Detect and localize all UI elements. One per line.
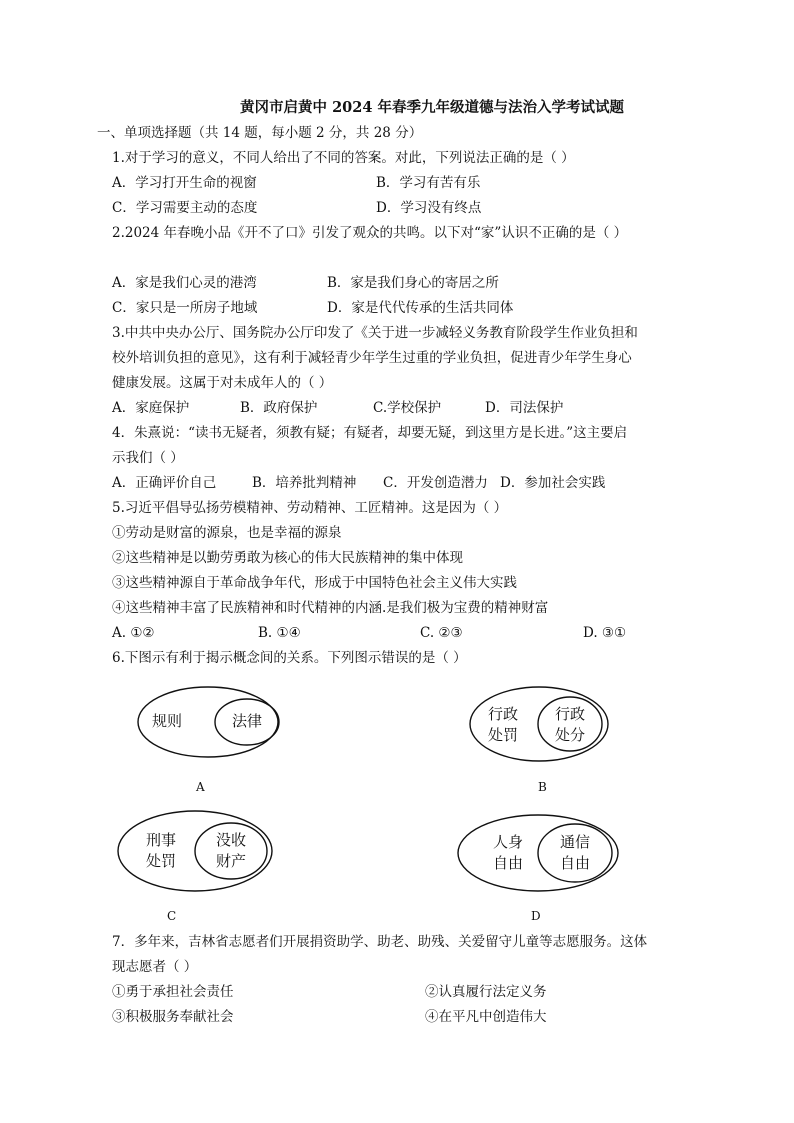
question-4-option-d: D．参加社会实践 — [500, 475, 606, 491]
diagram-d-outer-label-1: 人身 — [492, 833, 523, 851]
question-1-option-b: B．学习有苦有乐 — [376, 175, 481, 191]
diagram-c-inner-label-1: 没收 — [215, 831, 246, 849]
diagram-a-caption: A — [196, 780, 205, 794]
question-4-option-c: C．开发创造潜力 — [383, 475, 488, 491]
diagram-c — [115, 808, 275, 894]
question-5-statement-3: ③这些精神源自于革命战争年代，形成于中国特色社会主义伟大实践 — [112, 575, 517, 591]
question-3-option-c: C.学校保护 — [373, 400, 442, 416]
question-3-option-d: D．司法保护 — [485, 400, 564, 416]
diagram-d-outer-label-2: 自由 — [492, 854, 523, 872]
diagram-d-inner-label-1: 通信 — [559, 833, 590, 851]
question-7-statement-2: ②认真履行法定义务 — [425, 984, 547, 1000]
question-2-option-a: A．家是我们心灵的港湾 — [112, 275, 257, 291]
diagram-c-outer-label-1: 刑事 — [145, 831, 176, 849]
question-5-statement-1: ①劳动是财富的源泉，也是幸福的源泉 — [112, 525, 342, 541]
question-2-option-d: D．家是代代传承的生活共同体 — [327, 300, 514, 316]
diagram-d — [455, 811, 625, 895]
diagram-b-caption: B — [538, 780, 547, 794]
section-heading: 一、单项选择题（共 14 题，每小题 2 分，共 28 分） — [97, 125, 423, 141]
question-2-stem: 2.2024 年春晚小品《开不了口》引发了观众的共鸣。以下对“家”认识不正确的是（ ） — [112, 225, 628, 241]
question-4-option-b: B．培养批判精神 — [252, 475, 357, 491]
question-6-stem: 6.下图示有利于揭示概念间的关系。下列图示错误的是（ ） — [112, 650, 467, 666]
question-3-stem-line-3: 健康发展。这属于对未成年人的（ ） — [112, 375, 333, 391]
question-5-option-a: A. ①② — [112, 625, 155, 641]
diagram-b-outer-label-1: 行政 — [487, 705, 518, 723]
question-3-option-b: B．政府保护 — [240, 400, 318, 416]
page-title: 黄冈市启黄中 2024 年春季九年级道德与法治入学考试试题 — [240, 99, 624, 116]
question-1-option-a: A．学习打开生命的视窗 — [112, 175, 257, 191]
diagram-c-caption: C — [167, 909, 177, 923]
question-5-stem: 5.习近平倡导弘扬劳模精神、劳动精神、工匠精神。这是因为（ ） — [112, 500, 508, 516]
diagram-a-inner-label: 法律 — [231, 712, 262, 730]
diagram-b-ellipses — [467, 683, 617, 765]
diagram-a — [135, 682, 285, 762]
question-1-stem: 1.对于学习的意义，不同人给出了不同的答案。对此，下列说法正确的是（ ） — [112, 150, 575, 166]
question-4-stem-line-1: 4．朱熹说：“读书无疑者，须教有疑；有疑者，却要无疑，到这里方是长进。”这主要启 — [112, 425, 628, 441]
question-1-option-c: C．学习需要主动的态度 — [112, 200, 258, 216]
diagram-c-outer-label-2: 处罚 — [145, 852, 176, 870]
question-7-statement-4: ④在平凡中创造伟大 — [425, 1009, 547, 1025]
question-1-option-d: D．学习没有终点 — [376, 200, 482, 216]
question-3-stem-line-2: 校外培训负担的意见》，这有利于减轻青少年学生过重的学业负担，促进青少年学生身心 — [112, 350, 632, 366]
question-7-statement-3: ③积极服务奉献社会 — [112, 1009, 234, 1025]
diagram-b — [467, 683, 617, 765]
question-5-option-b: B. ①④ — [258, 625, 301, 641]
diagram-b-outer-label-2: 处罚 — [487, 726, 518, 744]
question-2-option-c: C．家只是一所房子地域 — [112, 300, 258, 316]
question-4-option-a: A．正确评价自己 — [112, 475, 217, 491]
question-3-stem-line-1: 3.中共中央办公厅、国务院办公厅印发了《关于进一步减轻义务教育阶段学生作业负担和 — [112, 325, 638, 341]
diagram-b-inner-label-1: 行政 — [554, 705, 585, 723]
diagram-b-inner-label-2: 处分 — [554, 726, 585, 744]
question-7-stem-line-1: 7．多年来，吉林省志愿者们开展捐资助学、助老、助残、关爱留守儿童等志愿服务。这体 — [112, 934, 648, 950]
diagram-d-caption: D — [531, 909, 541, 923]
diagram-c-ellipses — [115, 808, 275, 894]
question-5-statement-2: ②这些精神是以勤劳勇敢为核心的伟大民族精神的集中体现 — [112, 550, 463, 566]
question-2-option-b: B．家是我们身心的寄居之所 — [327, 275, 499, 291]
question-7-statement-1: ①勇于承担社会责任 — [112, 984, 234, 1000]
diagram-c-inner-label-2: 财产 — [215, 852, 246, 870]
diagram-d-ellipses — [455, 811, 625, 895]
question-5-option-c: C. ②③ — [420, 625, 463, 641]
question-3-option-a: A．家庭保护 — [112, 400, 190, 416]
question-5-option-d: D. ③① — [583, 625, 627, 641]
question-7-stem-line-2: 现志愿者（ ） — [112, 959, 198, 975]
diagram-a-outer-label: 规则 — [151, 712, 182, 730]
question-4-stem-line-2: 示我们（ ） — [112, 450, 184, 466]
question-5-statement-4: ④这些精神丰富了民族精神和时代精神的内涵.是我们极为宝费的精神财富 — [112, 600, 549, 616]
diagram-d-inner-label-2: 自由 — [559, 854, 590, 872]
